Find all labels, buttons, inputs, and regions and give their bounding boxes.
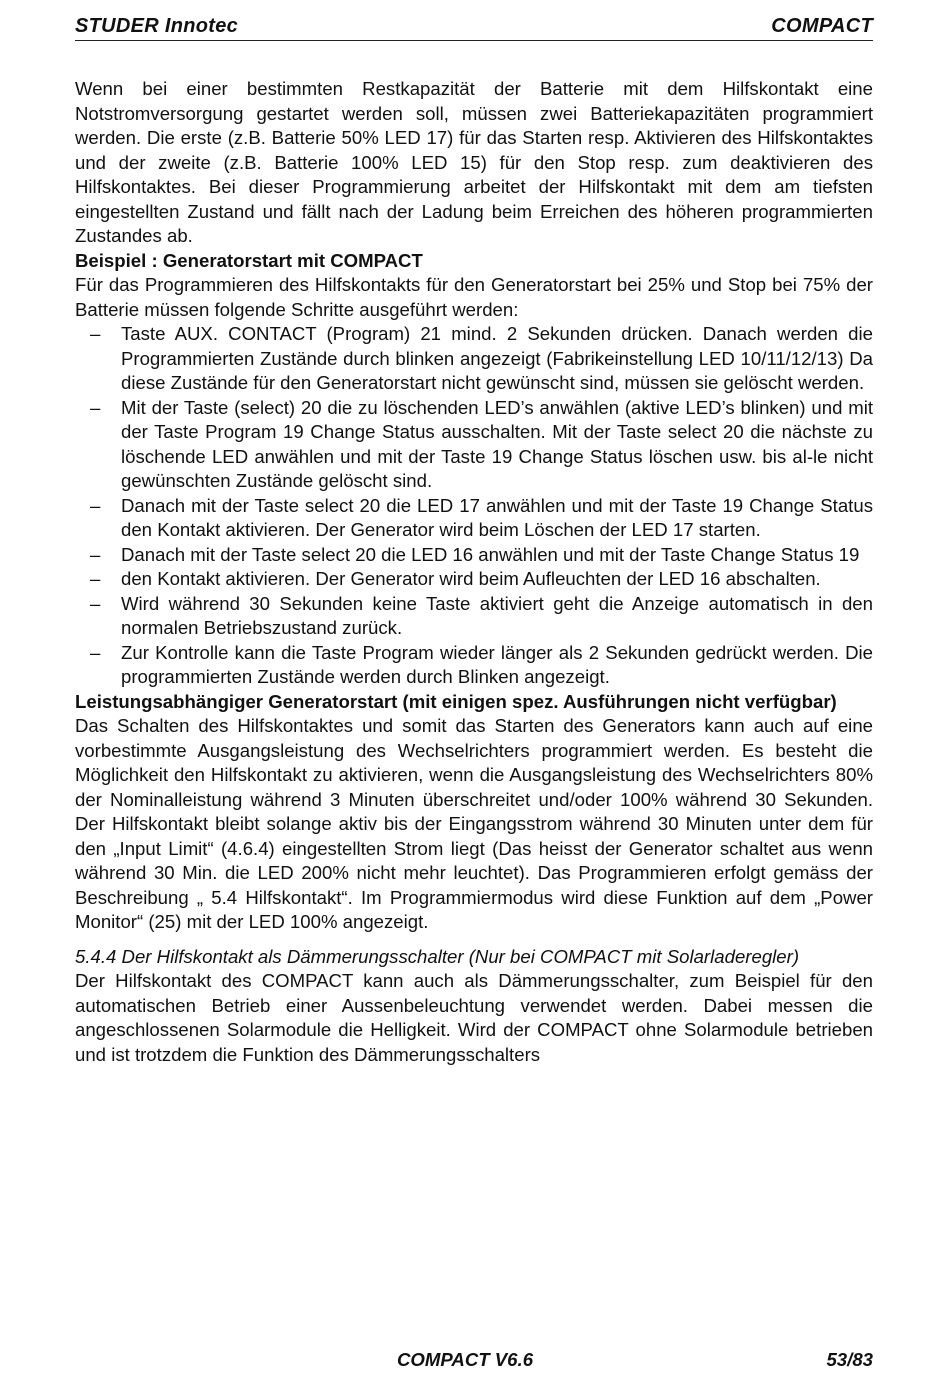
list-item: – Taste AUX. CONTACT (Program) 21 mind. 2 Sekunden drücken. Danach werden die Programmierten Zustände durch blinken angezeigt (Fabrikeinstellung LED 10/11/12/13) Da diese Zustände für den Generatorstart nicht gewünscht sind, müssen sie gelöscht werden. — [75, 322, 873, 396]
list-item: – Danach mit der Taste select 20 die LED 16 anwählen und mit der Taste Change Status 19 — [75, 543, 873, 568]
footer-version: COMPACT V6.6 — [397, 1349, 534, 1370]
header-product: COMPACT — [771, 15, 873, 37]
header-brand: STUDER Innotec — [75, 15, 239, 37]
power-heading: Leistungsabhängiger Generatorstart (mit einigen spez. Ausführungen nicht verfügbar) — [75, 690, 837, 712]
intro-paragraph: Wenn bei einer bestimmten Restkapazität der Batterie mit dem Hilfskontakt eine Notstromversorgung gestartet werden soll, müssen zwei Batteriekapazitäten programmiert werden. Die erste (z.B. Batterie 50% LED 17) für das Starten resp. Aktivieren des Hilfskontaktes und der zweite (z.B. Batterie 100% LED 15) für den Stop resp. zum deaktivieren des Hilfskontaktes. Bei dieser Programmierung arbeitet der Hilfskontakt mit dem am tiefsten eingestellten Zustand und fällt nach der Ladung beim Erreichen des höheren programmierten Zustandes ab. — [75, 78, 873, 246]
list-item: – Zur Kontrolle kann die Taste Program wieder länger als 2 Sekunden gedrückt werden. Die programmierten Zustände werden durch Blinken angezeigt. — [75, 641, 873, 690]
section-title: 5.4.4 Der Hilfskontakt als Dämmerungsschalter (Nur bei COMPACT mit Solarladeregler) — [75, 945, 800, 967]
page — [75, 14, 873, 1067]
list-item: – den Kontakt aktivieren. Der Generator wird beim Aufleuchten der LED 16 abschalten. — [75, 567, 873, 592]
example-intro: Für das Programmieren des Hilfskontakts für den Generatorstart bei 25% und Stop bei 75% der Batterie müssen folgende Schritte ausgeführt werden: — [75, 274, 873, 320]
section-paragraph: Der Hilfskontakt des COMPACT kann auch als Dämmerungsschalter, zum Beispiel für den automatischen Betrieb einer Aussenbeleuchtung verwendet werden. Dabei messen die angeschlossenen Solarmodule die Helligkeit. Wird der COMPACT ohne Solarmodule betrieben und ist trotzdem die Funktion des Dämmerungsschalters — [75, 970, 873, 1065]
steps-list — [75, 322, 873, 690]
page-header — [75, 14, 873, 41]
example-heading: Beispiel : Generatorstart mit COMPACT — [75, 249, 423, 271]
document-body — [75, 77, 873, 1067]
list-item: – Wird während 30 Sekunden keine Taste aktiviert geht die Anzeige automatisch in den normalen Betriebszustand zurück. — [75, 592, 873, 641]
list-item: – Danach mit der Taste select 20 die LED 17 anwählen und mit der Taste 19 Change Status den Kontakt aktivieren. Der Generator wird beim Löschen der LED 17 starten. — [75, 494, 873, 543]
power-paragraph: Das Schalten des Hilfskontaktes und somit das Starten des Generators kann auch auf eine vorbestimmte Ausgangsleistung des Wechselrichters programmiert werden. Es besteht die Möglichkeit den Hilfskontakt zu aktivieren, wenn die Ausgangsleistung des Wechselrichters 80% der Nominalleistung während 3 Minuten überschreitet und/oder 100% während 30 Sekunden. Der Hilfskontakt bleibt solange aktiv bis der Eingangsstrom während 30 Minuten unter dem für den „Input Limit“ (4.6.4) eingestellten Strom liegt (Das heisst der Generator schaltet aus wenn während 30 Min. die LED 200% nicht mehr leuchtet). Das Programmieren erfolgt gemäss der Beschreibung „ 5.4 Hilfskontakt“. Im Programmiermodus wird diese Funktion auf dem „Power Monitor“ (25) mit der LED 100% angezeigt. — [75, 715, 873, 932]
list-item: – Mit der Taste (select) 20 die zu löschenden LED’s anwählen (aktive LED’s blinken) und mit der Taste Program 19 Change Status ausschalten. Mit der Taste select 20 die nächste zu löschende LED anwählen und mit der Taste 19 Change Status löschen usw. bis al-le nicht gewünschten Zustände gelöscht sind. — [75, 396, 873, 494]
page-number: 53/83 — [826, 1349, 873, 1370]
